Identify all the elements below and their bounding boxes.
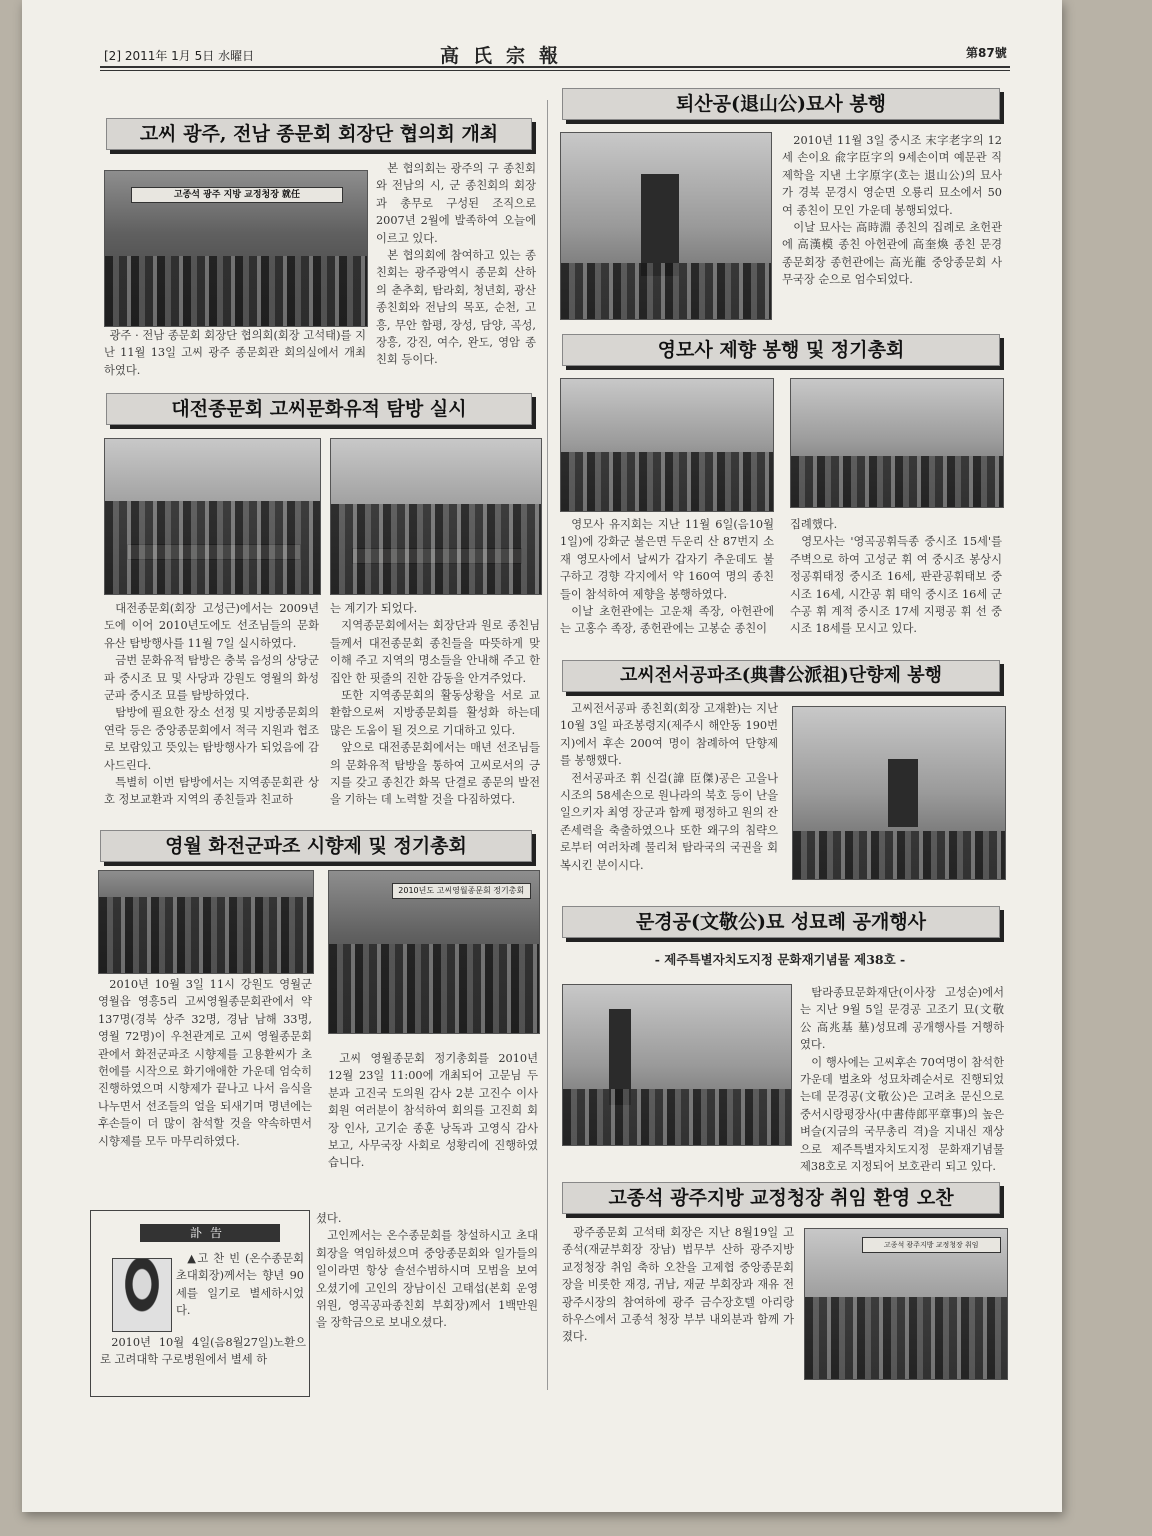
- paragraph: 영모사는 '영곡공휘득종 중시조 15세'를 주벽으로 하여 고성군 휘 여 중시조 봉상시 정공휘태정 중시조 16세, 판관공휘태보 중시조 16세, 시간공 휘 태익 중시조 16세 군수공 휘 계적 중시조 17세 지평공 휘 선 중시조 18세를 모시고 있다.: [790, 535, 1002, 636]
- photo-yeongmosa-shrine: [560, 378, 774, 512]
- paragraph: 2010년 10월 3일 11시 강원도 영월군 영월읍 영흥5리 고씨영월종문회관에서 약 137명(경북 상주 32명, 경남 남해 33명, 영월 72명)이 우천관계로 고씨 영월종문회관에서 화전군파조 시향제를 고용환씨가 초헌에를 시작으로 화기애애한 가운데 엄숙히 진행하였으며 시향제가 끝나고 나서 음식을 나누면서 선조들의 얼을 되새기며 명년에는 후손들이 더 많이 참석할 것을 약속하면서 시향제를 모두 마무리하였다.: [98, 978, 312, 1148]
- body-yeongwol-left: [98, 976, 312, 1186]
- body-yeongmosa-right: [790, 516, 1002, 648]
- paragraph: 본 협의회에 참여하고 있는 종친회는 광주광역시 종문회 산하의 춘추회, 탐라회, 청년회, 광산종친회와 전남의 목포, 순천, 고흥, 무안 함평, 장성, 담양, 곡성, 장흥, 강진, 여수, 완도, 영암 종친회 등이다.: [376, 249, 536, 367]
- masthead-rule-thin: [100, 70, 1010, 71]
- photo-crowd: [99, 897, 313, 974]
- paragraph: 전서공파조 휘 신걸(諱 臣傑)공은 고을나 시조의 58세손으로 원나라의 북호 등이 난을 일으키자 최영 장군과 함께 평정하고 원의 잔존세력을 축출하였으나 또한 왜구의 침략으로부터 여러차례 물리쳐 탐라국의 국권을 회복시킨 분이시다.: [560, 771, 778, 872]
- photo-crowd: [793, 831, 1005, 879]
- paragraph: 탐라종묘문화재단(이사장 고성순)에서는 지난 9월 5일 문경공 고조기 묘(文敬公 高兆基 墓)성묘례 공개행사를 거행하였다.: [800, 986, 1004, 1052]
- column-divider: [547, 100, 548, 1390]
- photo-crowd: [329, 944, 539, 1033]
- paragraph: 고씨전서공파 종친회(회장 고재환)는 지난 10월 3일 파조봉령지(제주시 해안동 190번지)에서 후손 200여 명이 참례하여 단향제를 봉행했다.: [560, 702, 778, 768]
- body-yeongwol-right: [328, 1050, 538, 1190]
- headline-jeonseo: 고씨전서공파조(典書公派祖)단향제 봉행: [562, 660, 1000, 692]
- photo-crowd: [791, 456, 1003, 507]
- photo-daejeon-group-2: [330, 438, 542, 595]
- photo-crowd: [561, 263, 771, 319]
- body-gwangju-council: [376, 160, 536, 382]
- masthead-date: [2] 2011年 1月 5日 水曜日: [104, 49, 255, 63]
- masthead-rule: [100, 66, 1010, 68]
- paragraph: 특별히 이번 탐방에서는 지역종문회관 상호 정보교환과 지역의 종친들과 친교하: [104, 776, 319, 807]
- paragraph: 이날 묘사는 高時淵 종친의 집례로 초헌관에 高漢模 종친 아헌관에 高奎煥 종친 문경종문회장 종헌관에는 高光龍 중앙종문회 사무국장 순으로 엄수되었다.: [782, 221, 1002, 287]
- photo-crowd: [331, 504, 541, 594]
- body-yeongmosa-left: [560, 516, 774, 648]
- photo-gwangju-council: [104, 170, 368, 327]
- photo-crowd: [561, 452, 773, 511]
- photo-stone: [888, 759, 918, 828]
- body-gwangju-lunch: [562, 1224, 794, 1364]
- paragraph: 탐방에 필요한 장소 선정 및 지방종문회의 연락 등은 중앙종문회에서 적극 지원과 협조로 보람있고 뜻있는 탐방행사가 되었음에 감사드린다.: [104, 706, 319, 772]
- photo-gwangju-lunch: [804, 1228, 1008, 1380]
- photo-crowd: [563, 1089, 791, 1145]
- photo-jeonseo-altar: [792, 706, 1006, 880]
- paragraph: 이 행사에는 고씨후손 70여명이 참석한 가운데 벌초와 성묘차례순서로 진행되었는데 문경공(文敬公)은 고려초 문신으로 중서시랑평장사(中書侍郎平章事)의 높은 벼슬(지금의 국무총리 격)을 지내신 재상으로 제주특별자치도지정 문화재기념물 제38호로 지정되어 보호관리 되고 있다.: [800, 1055, 1004, 1174]
- paragraph: 지역종문회에서는 회장단과 원로 종친님들께서 대전종문회 종친들을 따뜻하게 맞이해 주고 지역의 명소들을 안내해 주고 한집안 한 핏줄의 진한 감동을 안겨주었다.: [330, 619, 540, 685]
- paragraph: 본 협의회는 광주의 구 종친회와 전남의 시, 군 종친회의 회장과 총무로 구성된 조직으로 2007년 2월에 발족하여 오늘에 이르고 있다.: [376, 162, 536, 245]
- paragraph: 앞으로 대전종문회에서는 매년 선조님들의 문화유적 탐방을 통하여 고씨로서의 긍지를 갖고 종친간 화목 단결로 종문의 발전을 기하는 데 노력할 것을 다짐하였다.: [330, 741, 540, 807]
- paragraph: 고인께서는 온수종문회를 창설하시고 초대 회장을 역임하셨으며 중앙종문회와 일가들의 일이라면 항상 솔선수범하시며 모범을 보여 오셨기에 고인의 장남이신 고태섭(본회 운영위원, 영곡공파종친회 부회장)께서 1백만원을 장학금으로 보내오셨다.: [316, 1229, 538, 1330]
- photo-daejeon-group-1: [104, 438, 321, 595]
- caption-text: 광주 · 전남 종문회 회장단 협의회(회장 고석태)를 지난 11월 13일 고씨 광주 종문회관 회의실에서 개최 하였다.: [104, 329, 366, 377]
- paragraph: 집례했다.: [790, 518, 838, 531]
- paragraph: 2010년 10월 4일(음8월27일)노환으로 고려대학 구로병원에서 별세 하: [100, 1336, 306, 1367]
- headline-toesan: 퇴산공(退山公)묘사 봉행: [562, 88, 1000, 120]
- subheadline-mungyeong: - 제주특별자치도지정 문화재기념물 제38호 -: [654, 952, 906, 967]
- photo-crowd: [105, 256, 367, 326]
- headline-gwangju-council: 고씨 광주, 전남 종문회 회장단 협의회 개최: [106, 118, 532, 150]
- paragraph: 2010년 11월 3일 중시조 末字老字의 12세 손이요 兪字臣字의 9세손이며 예문관 직제학을 지낸 土字原字(호는 退山公)의 묘사가 경북 문경시 영순면 오룡리 묘소에서 50여 종친이 모인 가운데 봉행되었다.: [782, 134, 1002, 217]
- obituary-label: 訃告: [140, 1224, 280, 1242]
- paragraph: 이날 초헌관에는 고운채 족장, 아헌관에는 고홍수 족장, 종헌관에는 고봉순 종친이: [560, 605, 774, 636]
- obituary-body-left-cont: [100, 1334, 306, 1390]
- headline-yeongmosa: 영모사 제향 봉행 및 정기총회: [562, 334, 1000, 366]
- paragraph: 는 계기가 되었다.: [330, 602, 418, 615]
- headline-daejeon-tour: 대전종문회 고씨문화유적 탐방 실시: [106, 393, 532, 425]
- photo-yeongmosa-yard: [790, 378, 1004, 508]
- caption-gwangju-council: [104, 327, 366, 383]
- photo-banner: 고종석 광주지방 교정청장 취임: [862, 1237, 1001, 1253]
- paragraph: 광주종문회 고석태 회장은 지난 8월19일 고종석(재균부회장 장남) 법무부 산하 광주지방 교정청장 취임 축하 오찬을 고제협 중앙종문회장을 비롯한 재경, 귀남, 재균 부회장과 재유 전 광주시장의 참여하에 광주 금수장호텔 아리랑 하우스에서 고종석 청장 부부 내외분과 함께 가졌다.: [562, 1226, 794, 1344]
- headline-mungyeong: 문경공(文敬公)묘 성묘례 공개행사: [562, 906, 1000, 938]
- paragraph: 셨다.: [316, 1212, 342, 1225]
- body-jeonseo: [560, 700, 778, 886]
- photo-toesan-grave: [560, 132, 772, 320]
- photo-stone: [641, 174, 679, 276]
- photo-yeongwol-meeting: [328, 870, 540, 1034]
- body-mungyeong: [800, 984, 1004, 1180]
- paragraph: 또한 지역종문회의 활동상황을 서로 교환함으로써 지방종문회를 활성화 하는데 많은 도움이 될 것으로 기대하고 있다.: [330, 689, 540, 737]
- body-daejeon-left: [104, 600, 319, 814]
- paragraph: 영모사 유지회는 지난 11월 6일(음10월1일)에 강화군 불은면 두운리 산 87번지 소재 영모사에서 날씨가 갑자기 추운데도 불구하고 경향 각지에서 약 160여 명의 종친들이 참석하여 제향을 봉행하였다.: [560, 518, 774, 601]
- obituary-portrait: [112, 1258, 172, 1332]
- photo-banner: 고종석 광주 지방 교정청장 就任: [131, 187, 343, 203]
- photo-crowd: [105, 501, 320, 594]
- paragraph: 대전종문회(회장 고성근)에서는 2009년도에 이어 2010년도에도 선조님들의 문화유산 탐방행사를 11월 7일 실시하였다.: [104, 602, 319, 650]
- obituary-body-right: [316, 1210, 538, 1396]
- body-toesan: [782, 132, 1002, 312]
- photo-mungyeong-tomb: [562, 984, 792, 1146]
- paragraph: 금번 문화유적 탐방은 충북 음성의 상당군파 중시조 묘 및 사당과 강원도 영월의 화성군파 중시조 묘를 탐방하였다.: [104, 654, 319, 703]
- masthead-title: 高氏宗報: [440, 45, 573, 67]
- paragraph: ▲고 찬 빈 (온수종문회 초대회장)께서는 향년 90세를 일기로 별세하시었다.: [176, 1252, 304, 1318]
- photo-yeongwol-rite: [98, 870, 314, 974]
- issue-number: 第87號: [966, 46, 1007, 60]
- paragraph: 고씨 영월종문회 정기총회를 2010년 12월 23일 11:00에 개최되어 고문님 두분과 고진국 도의원 감사 2분 고진수 이사 회원 여러분이 참석하여 회의를 고진희 회장 인사, 고기순 종훈 낭독과 고영식 감사보고, 사무국장 사회로 성황리에 진행하였습니다.: [328, 1052, 538, 1170]
- body-daejeon-right: [330, 600, 540, 814]
- photo-banner: 2010년도 고씨영월종문회 정기총회: [392, 883, 531, 899]
- headline-gwangju-lunch: 고종석 광주지방 교정청장 취임 환영 오찬: [562, 1182, 1000, 1214]
- photo-crowd: [805, 1297, 1007, 1380]
- headline-yeongwol: 영월 화전군파조 시향제 및 정기총회: [100, 830, 532, 862]
